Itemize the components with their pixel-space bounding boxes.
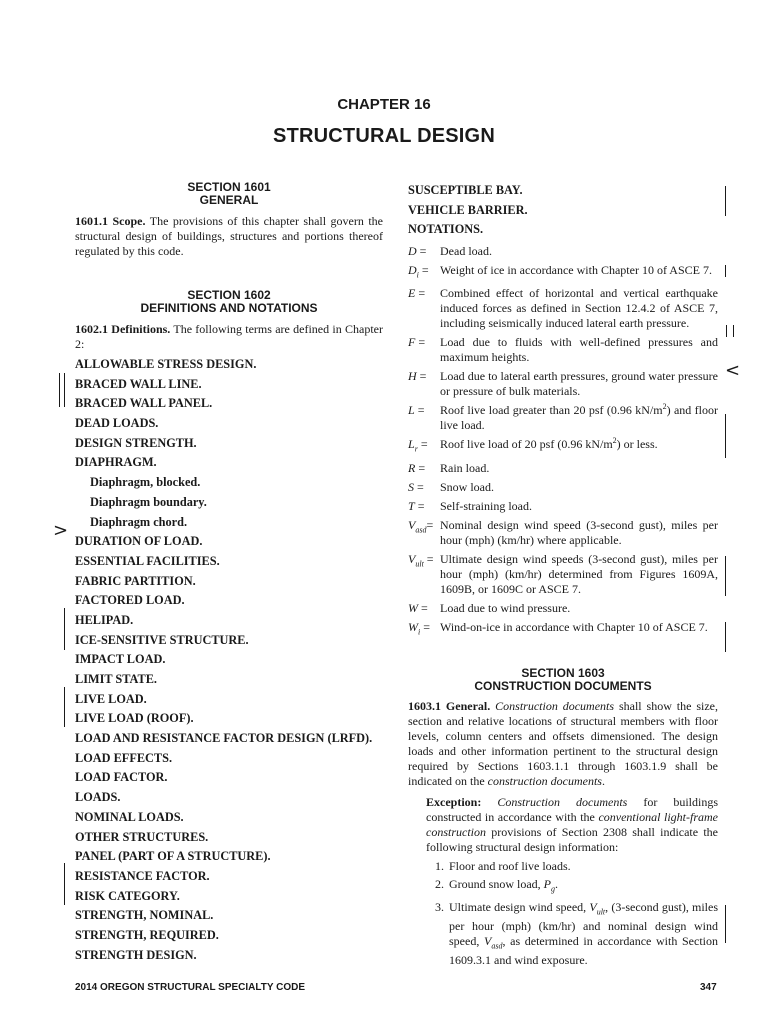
equals-sign: = bbox=[414, 498, 425, 513]
list-item bbox=[435, 877, 718, 896]
right-column bbox=[408, 181, 718, 971]
definition-term: DESIGN STRENGTH. bbox=[75, 435, 197, 450]
notation-row bbox=[408, 403, 718, 433]
notation-row bbox=[408, 552, 718, 597]
scope-label: 1601.1 Scope. bbox=[75, 214, 146, 228]
item-text-post: . bbox=[555, 877, 559, 892]
notation-definition: Load due to fluids with well-defined pressures and maximum heights. bbox=[440, 335, 718, 365]
equals-sign: = bbox=[423, 551, 434, 566]
symbol-letter: S bbox=[408, 479, 414, 494]
definition-term: NOMINAL LOADS. bbox=[75, 809, 184, 824]
defined-terms-list bbox=[75, 355, 383, 965]
definition-term: SUSCEPTIBLE BAY. bbox=[408, 183, 523, 197]
symbol-letter: V bbox=[408, 517, 416, 532]
notation-definition: Rain load. bbox=[440, 460, 490, 475]
general-paragraph bbox=[408, 699, 718, 789]
exception-label: Exception: bbox=[426, 795, 482, 810]
change-bar bbox=[64, 687, 65, 727]
change-bar bbox=[725, 556, 726, 596]
definition-term: Diaphragm boundary. bbox=[90, 494, 207, 509]
scope-text: The provisions of this chapter shall govern the structural design of buildings, structures and portions thereof regulated by this code. bbox=[75, 214, 384, 258]
notation-symbol bbox=[408, 403, 440, 433]
section-1601-subheading: GENERAL bbox=[199, 193, 259, 207]
change-bar bbox=[64, 373, 65, 407]
definition-term: PANEL (PART OF A STRUCTURE). bbox=[75, 849, 271, 864]
definition-term: LIVE LOAD (ROOF). bbox=[75, 711, 194, 726]
definition-text: ) and floor live load. bbox=[440, 403, 718, 433]
notations-list bbox=[408, 244, 718, 639]
notation-symbol bbox=[408, 499, 440, 514]
vasd-symbol bbox=[483, 934, 503, 951]
exception-text-1: for buildings constructed in accordance with the bbox=[426, 795, 718, 825]
definition-term: DIAPHRAGM. bbox=[75, 455, 157, 470]
notation-definition: Self-straining load. bbox=[440, 498, 532, 513]
notation-symbol bbox=[408, 286, 440, 331]
general-text-1: shall show the size, section and relative locations of structural members with floor levels, column centers and offsets dimensioned. The design loads and other information pertinent to the structural design required by Sections 1603.1.1 through 1603.1.9 shall be indicated on the bbox=[408, 699, 718, 789]
item-number: 3. bbox=[435, 899, 444, 914]
change-bar bbox=[725, 265, 726, 277]
notation-symbol bbox=[408, 437, 440, 456]
definition-term: LOAD AND RESISTANCE FACTOR DESIGN (LRFD). bbox=[75, 731, 373, 746]
definition-term: LIMIT STATE. bbox=[75, 672, 158, 686]
vult-symbol bbox=[589, 899, 606, 917]
definition-text: ) or less. bbox=[616, 437, 658, 452]
item-text-post: , as determined in accordance with Section 1609.3.1 and wind exposure. bbox=[449, 934, 718, 968]
section-1603-heading: SECTION 1603 bbox=[521, 666, 605, 681]
notation-row bbox=[408, 244, 718, 259]
left-column bbox=[75, 181, 383, 965]
notation-definition bbox=[440, 437, 718, 456]
general-label: 1603.1 General. bbox=[408, 699, 491, 714]
equals-sign: = bbox=[415, 335, 426, 350]
definition-term: STRENGTH DESIGN. bbox=[75, 947, 197, 962]
notation-symbol bbox=[408, 552, 440, 597]
definition-term: LOAD FACTOR. bbox=[75, 770, 168, 785]
notation-row bbox=[408, 518, 718, 548]
definition-term: LOAD EFFECTS. bbox=[75, 750, 173, 765]
definition-term: FABRIC PARTITION. bbox=[75, 573, 196, 588]
page-title: STRUCTURAL DESIGN bbox=[273, 125, 495, 147]
symbol-letter: H bbox=[408, 369, 417, 384]
notation-definition: Load due to lateral earth pressures, ground water pressure or pressure of bulk materials. bbox=[440, 369, 718, 399]
deletion-arrow-right: < bbox=[725, 360, 741, 381]
definition-term: ICE-SENSITIVE STRUCTURE. bbox=[75, 632, 249, 647]
symbol-letter: L bbox=[408, 437, 415, 452]
footer-page-number: 347 bbox=[700, 982, 717, 993]
notation-row bbox=[408, 437, 718, 456]
item-text bbox=[449, 900, 718, 969]
notation-row bbox=[408, 601, 718, 616]
notation-definition: Snow load. bbox=[440, 479, 494, 494]
definition-term: HELIPAD. bbox=[75, 612, 134, 627]
notation-symbol bbox=[408, 263, 440, 282]
notation-row bbox=[408, 286, 718, 331]
equals-sign: = bbox=[426, 517, 434, 532]
notation-symbol bbox=[408, 335, 440, 365]
exception-items bbox=[435, 859, 718, 968]
symbol-letter: R bbox=[408, 460, 416, 475]
definition-term: DURATION OF LOAD. bbox=[75, 534, 203, 549]
notation-symbol bbox=[408, 480, 440, 495]
item-text: Floor and roof live loads. bbox=[449, 859, 571, 874]
notation-row bbox=[408, 461, 718, 476]
notation-row bbox=[408, 335, 718, 365]
definition-term: RISK CATEGORY. bbox=[75, 888, 180, 903]
symbol-letter: P bbox=[543, 877, 552, 892]
equals-sign: = bbox=[418, 263, 429, 278]
notation-row bbox=[408, 499, 718, 514]
exception-italic-1: Construction documents bbox=[497, 795, 628, 810]
general-text-2: . bbox=[601, 774, 605, 789]
equals-sign: = bbox=[415, 460, 426, 475]
list-item bbox=[435, 859, 718, 874]
definition-term: Diaphragm chord. bbox=[90, 514, 188, 529]
symbol-letter: W bbox=[408, 619, 418, 634]
definition-term: BRACED WALL PANEL. bbox=[75, 396, 213, 411]
notation-row bbox=[408, 263, 718, 282]
notation-definition: Wind-on-ice in accordance with Chapter 10 of ASCE 7. bbox=[440, 619, 708, 634]
general-italic-1: Construction documents bbox=[495, 699, 615, 714]
definition-term: DEAD LOADS. bbox=[75, 416, 159, 431]
symbol-subscript: g bbox=[551, 884, 556, 894]
notation-definition: Ultimate design wind speeds (3-second gust), miles per hour (mph) (km/hr) determined from Figures 1609A, 1609B, or 1609C or ASCE 7. bbox=[440, 551, 718, 596]
change-bar bbox=[726, 325, 727, 337]
symbol-letter: L bbox=[408, 403, 415, 418]
symbol-letter: V bbox=[589, 899, 597, 914]
change-bar bbox=[725, 622, 726, 652]
notation-symbol bbox=[408, 369, 440, 399]
definition-term: IMPACT LOAD. bbox=[75, 652, 166, 667]
definition-term: BRACED WALL LINE. bbox=[75, 376, 202, 391]
exception-text-2: provisions of Section 2308 shall indicate the following structural design information: bbox=[426, 825, 718, 855]
item-text-pre: Ground snow load, bbox=[449, 877, 544, 892]
list-item bbox=[435, 900, 718, 969]
symbol-letter: F bbox=[408, 335, 416, 350]
definition-term: RESISTANCE FACTOR. bbox=[75, 868, 210, 883]
definitions-text: The following terms are defined in Chapter 2: bbox=[75, 322, 383, 351]
definition-term: FACTORED LOAD. bbox=[75, 593, 185, 608]
definitions-paragraph bbox=[75, 322, 383, 352]
section-1603-subheading: CONSTRUCTION DOCUMENTS bbox=[474, 679, 652, 694]
exception-paragraph bbox=[426, 795, 718, 855]
item-number: 2. bbox=[435, 877, 444, 892]
notation-symbol bbox=[408, 518, 440, 548]
change-bar bbox=[733, 325, 734, 337]
definition-term: STRENGTH, NOMINAL. bbox=[75, 908, 214, 923]
chapter-heading: CHAPTER 16 bbox=[337, 96, 431, 113]
definition-term: STRENGTH, REQUIRED. bbox=[75, 927, 219, 942]
change-bar bbox=[725, 414, 726, 458]
symbol-letter: D bbox=[408, 244, 417, 259]
definition-term: ESSENTIAL FACILITIES. bbox=[75, 553, 220, 568]
definition-term: NOTATIONS. bbox=[408, 222, 484, 237]
definition-text: Roof live load greater than 20 psf (0.96 kN/m bbox=[440, 403, 663, 418]
right-terms bbox=[408, 181, 718, 240]
notation-row bbox=[408, 620, 718, 639]
symbol-letter: W bbox=[408, 600, 418, 615]
item-text-pre: Ultimate design wind speed, bbox=[449, 899, 590, 914]
notation-definition bbox=[440, 403, 718, 433]
definition-term: LOADS. bbox=[75, 790, 121, 805]
deletion-arrow-left: > bbox=[53, 520, 69, 541]
item-number: 1. bbox=[435, 859, 444, 874]
definition-term: LIVE LOAD. bbox=[75, 691, 147, 706]
definition-term: VEHICLE BARRIER. bbox=[408, 202, 528, 217]
equals-sign: = bbox=[416, 244, 427, 259]
scope-paragraph bbox=[75, 214, 383, 259]
equals-sign: = bbox=[416, 369, 427, 384]
change-bar bbox=[725, 186, 726, 216]
equals-sign: = bbox=[414, 479, 424, 494]
symbol-subscript: i bbox=[416, 270, 419, 280]
symbol-subscript: asd bbox=[491, 941, 503, 951]
superscript: 2 bbox=[662, 402, 667, 412]
symbol-letter: V bbox=[408, 551, 416, 566]
general-italic-2: construction documents bbox=[487, 774, 602, 789]
change-bar bbox=[59, 373, 60, 407]
equals-sign: = bbox=[414, 403, 425, 418]
section-1602-subheading: DEFINITIONS AND NOTATIONS bbox=[140, 301, 318, 315]
definition-text: Roof live load of 20 psf (0.96 kN/m bbox=[440, 437, 613, 452]
equals-sign: = bbox=[418, 600, 428, 615]
change-bar bbox=[64, 608, 65, 650]
symbol-subscript: ult bbox=[415, 559, 424, 569]
symbol-subscript: ult bbox=[596, 907, 606, 917]
definition-term: ALLOWABLE STRESS DESIGN. bbox=[75, 357, 257, 371]
notation-symbol bbox=[408, 601, 440, 616]
item-text-mid: , (3-second gust), miles per hour (mph) (km/hr) and nominal design wind speed, bbox=[449, 899, 719, 949]
equals-sign: = bbox=[415, 286, 426, 301]
definition-term: OTHER STRUCTURES. bbox=[75, 829, 209, 844]
notation-definition: Load due to wind pressure. bbox=[440, 600, 571, 615]
change-bar bbox=[64, 863, 65, 905]
change-bar bbox=[725, 905, 726, 943]
definition-term: Diaphragm, blocked. bbox=[90, 475, 201, 490]
symbol-subscript: asd bbox=[415, 525, 427, 535]
notation-symbol bbox=[408, 244, 440, 259]
definitions-label: 1602.1 Definitions. bbox=[75, 322, 171, 336]
notation-definition: Dead load. bbox=[440, 244, 492, 259]
item-text bbox=[449, 877, 718, 896]
symbol-subscript: r bbox=[414, 444, 418, 454]
superscript: 2 bbox=[612, 436, 617, 446]
notation-row bbox=[408, 480, 718, 495]
equals-sign: = bbox=[417, 437, 428, 452]
notation-definition: Combined effect of horizontal and vertical earthquake induced forces as defined in Section 12.4.2 of ASCE 7, including seismically induced lateral earth pressure. bbox=[440, 286, 718, 331]
symbol-letter: D bbox=[408, 263, 417, 278]
snow-load-symbol bbox=[543, 877, 556, 894]
notation-row bbox=[408, 369, 718, 399]
notation-symbol bbox=[408, 461, 440, 476]
notation-definition: Nominal design wind speed (3-second gust), miles per hour (mph) (km/hr) where applicable. bbox=[440, 517, 718, 547]
symbol-letter: E bbox=[408, 286, 416, 301]
symbol-subscript: i bbox=[418, 627, 421, 637]
footer-code-title: 2014 OREGON STRUCTURAL SPECIALTY CODE bbox=[75, 982, 306, 993]
section-1602-heading: SECTION 1602 bbox=[187, 288, 271, 302]
symbol-letter: V bbox=[483, 934, 492, 949]
notation-definition: Weight of ice in accordance with Chapter 10 of ASCE 7. bbox=[440, 263, 712, 278]
section-1601-heading: SECTION 1601 bbox=[187, 180, 271, 194]
exception-italic-2: conventional light-frame construction bbox=[426, 810, 718, 840]
notation-symbol bbox=[408, 620, 440, 639]
equals-sign: = bbox=[420, 619, 431, 634]
symbol-letter: T bbox=[408, 498, 415, 513]
